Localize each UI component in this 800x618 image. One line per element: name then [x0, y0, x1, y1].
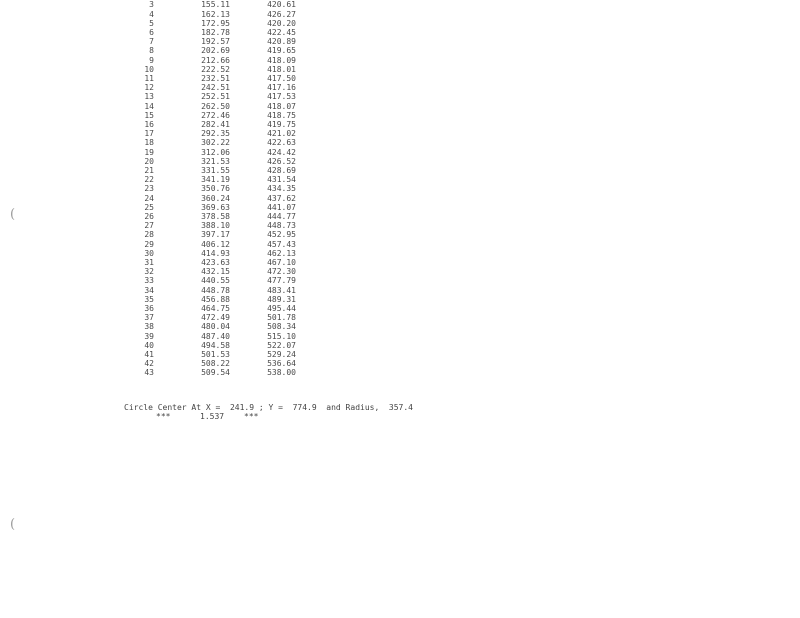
factor-suffix: *** [244, 412, 259, 421]
y-value: 417.16 [267, 83, 296, 93]
row-index: 42 [144, 359, 154, 369]
y-value: 538.00 [267, 368, 296, 378]
x-value: 312.06 [201, 147, 230, 157]
punch-hole-mark-lower: ( [10, 517, 16, 532]
x-value: 272.46 [201, 110, 230, 120]
row-index: 28 [144, 230, 154, 240]
row-index: 24 [144, 193, 154, 203]
y-value: 462.13 [267, 248, 296, 258]
table-row [0, 350, 420, 359]
y-value: 472.30 [267, 267, 296, 277]
table-row [0, 138, 420, 147]
y-value: 448.73 [267, 221, 296, 231]
row-index: 27 [144, 221, 154, 231]
y-value: 421.02 [267, 129, 296, 139]
row-index: 14 [144, 101, 154, 111]
x-value: 202.69 [201, 46, 230, 56]
y-value: 467.10 [267, 258, 296, 267]
row-index: 25 [144, 202, 154, 212]
y-value: 419.75 [267, 120, 296, 129]
table-row [0, 212, 420, 221]
table-row [0, 184, 420, 193]
table-row [0, 92, 420, 101]
table-row [0, 332, 420, 341]
table-row [0, 10, 420, 19]
table-row [0, 28, 420, 37]
table-row [0, 203, 420, 212]
table-row [0, 313, 420, 322]
table-row [0, 111, 420, 120]
x-value: 397.17 [201, 230, 230, 240]
y-value: 501.78 [267, 313, 296, 323]
row-index: 21 [144, 166, 154, 175]
y-value: 424.42 [267, 147, 296, 157]
x-value: 472.49 [201, 313, 230, 323]
row-index: 9 [149, 55, 154, 65]
y-value: 426.52 [267, 156, 296, 166]
table-row [0, 267, 420, 276]
y-value: 477.79 [267, 276, 296, 286]
y-value: 529.24 [267, 350, 296, 359]
table-row [0, 19, 420, 28]
x-value: 508.22 [201, 359, 230, 369]
row-index: 40 [144, 340, 154, 350]
x-value: 480.04 [201, 322, 230, 332]
x-value: 456.88 [201, 294, 230, 304]
table-row [0, 368, 420, 377]
x-value: 494.58 [201, 340, 230, 350]
y-value: 431.54 [267, 175, 296, 185]
row-index: 7 [149, 37, 154, 47]
table-row [0, 230, 420, 239]
y-value: 495.44 [267, 304, 296, 313]
row-index: 31 [144, 258, 154, 267]
row-index: 33 [144, 276, 154, 286]
y-value: 483.41 [267, 285, 296, 295]
y-value: 420.89 [267, 37, 296, 47]
y-value: 522.07 [267, 340, 296, 350]
row-index: 13 [144, 92, 154, 102]
table-row [0, 65, 420, 74]
x-value: 232.51 [201, 74, 230, 83]
x-value: 509.54 [201, 368, 230, 378]
row-index: 32 [144, 267, 154, 277]
y-value: 418.75 [267, 110, 296, 120]
row-index: 12 [144, 83, 154, 93]
table-row [0, 249, 420, 258]
table-row [0, 120, 420, 129]
y-value: 419.65 [267, 46, 296, 56]
x-value: 262.50 [201, 101, 230, 111]
x-value: 440.55 [201, 276, 230, 286]
x-value: 292.35 [201, 129, 230, 139]
table-row [0, 359, 420, 368]
y-value: 508.34 [267, 322, 296, 332]
y-value: 426.27 [267, 9, 296, 19]
x-value: 341.19 [201, 175, 230, 185]
row-index: 17 [144, 129, 154, 139]
y-value: 420.20 [267, 18, 296, 28]
table-row [0, 304, 420, 313]
x-value: 360.24 [201, 193, 230, 203]
x-value: 172.95 [201, 18, 230, 28]
factor-label: *** [156, 412, 171, 421]
y-value: 422.45 [267, 28, 296, 37]
row-index: 5 [149, 18, 154, 28]
x-value: 182.78 [201, 28, 230, 37]
row-index: 30 [144, 248, 154, 258]
x-value: 369.63 [201, 202, 230, 212]
y-value: 428.69 [267, 166, 296, 175]
table-row [0, 322, 420, 331]
x-value: 378.58 [201, 212, 230, 221]
y-value: 418.09 [267, 55, 296, 65]
y-value: 515.10 [267, 331, 296, 341]
x-value: 222.52 [201, 64, 230, 74]
table-row [0, 148, 420, 157]
y-value: 418.01 [267, 64, 296, 74]
row-index: 39 [144, 331, 154, 341]
table-row [0, 295, 420, 304]
table-row [0, 56, 420, 65]
table-row [0, 46, 420, 55]
x-value: 432.15 [201, 267, 230, 277]
table-row [0, 341, 420, 350]
y-value: 422.63 [267, 138, 296, 148]
table-row [0, 276, 420, 285]
x-value: 487.40 [201, 331, 230, 341]
row-index: 26 [144, 212, 154, 221]
y-value: 437.62 [267, 193, 296, 203]
table-row [0, 240, 420, 249]
row-index: 3 [149, 0, 154, 10]
x-value: 212.66 [201, 55, 230, 65]
table-row [0, 0, 420, 9]
x-value: 282.41 [201, 120, 230, 129]
row-index: 6 [149, 28, 154, 37]
row-index: 37 [144, 313, 154, 323]
row-index: 36 [144, 304, 154, 313]
row-index: 15 [144, 110, 154, 120]
table-row [0, 37, 420, 46]
row-index: 16 [144, 120, 154, 129]
table-row [0, 83, 420, 92]
y-value: 452.95 [267, 230, 296, 240]
x-value: 331.55 [201, 166, 230, 175]
row-index: 19 [144, 147, 154, 157]
x-value: 242.51 [201, 83, 230, 93]
table-row [0, 194, 420, 203]
x-value: 162.13 [201, 9, 230, 19]
x-value: 252.51 [201, 92, 230, 102]
y-value: 489.31 [267, 294, 296, 304]
x-value: 155.11 [201, 0, 230, 10]
row-index: 18 [144, 138, 154, 148]
row-index: 8 [149, 46, 154, 56]
table-row [0, 129, 420, 138]
x-value: 414.93 [201, 248, 230, 258]
row-index: 35 [144, 294, 154, 304]
factor-value: 1.537 [200, 412, 225, 421]
x-value: 423.63 [201, 258, 230, 267]
y-value: 417.50 [267, 74, 296, 83]
y-value: 420.61 [267, 0, 296, 10]
row-index: 20 [144, 156, 154, 166]
row-index: 10 [144, 64, 154, 74]
y-value: 444.77 [267, 212, 296, 221]
row-index: 29 [144, 239, 154, 249]
circle-center-line: Circle Center At X = 241.9 ; Y = 774.9 and Radius, 357.4 [124, 403, 413, 412]
row-index: 23 [144, 184, 154, 194]
table-row [0, 102, 420, 111]
table-row [0, 258, 420, 267]
row-index: 34 [144, 285, 154, 295]
table-row [0, 166, 420, 175]
row-index: 38 [144, 322, 154, 332]
y-value: 536.64 [267, 359, 296, 369]
row-index: 4 [149, 9, 154, 19]
x-value: 192.57 [201, 37, 230, 47]
y-value: 417.53 [267, 92, 296, 102]
table-row [0, 175, 420, 184]
row-index: 22 [144, 175, 154, 185]
row-index: 41 [144, 350, 154, 359]
row-index: 11 [144, 74, 154, 83]
x-value: 406.12 [201, 239, 230, 249]
y-value: 457.43 [267, 239, 296, 249]
table-row [0, 74, 420, 83]
punch-hole-mark-upper: ( [10, 207, 16, 222]
x-value: 321.53 [201, 156, 230, 166]
x-value: 302.22 [201, 138, 230, 148]
row-index: 43 [144, 368, 154, 378]
y-value: 434.35 [267, 184, 296, 194]
table-row [0, 286, 420, 295]
table-row [0, 157, 420, 166]
x-value: 388.10 [201, 221, 230, 231]
table-row [0, 221, 420, 230]
y-value: 441.07 [267, 202, 296, 212]
y-value: 418.07 [267, 101, 296, 111]
x-value: 501.53 [201, 350, 230, 359]
x-value: 464.75 [201, 304, 230, 313]
x-value: 350.76 [201, 184, 230, 194]
x-value: 448.78 [201, 285, 230, 295]
